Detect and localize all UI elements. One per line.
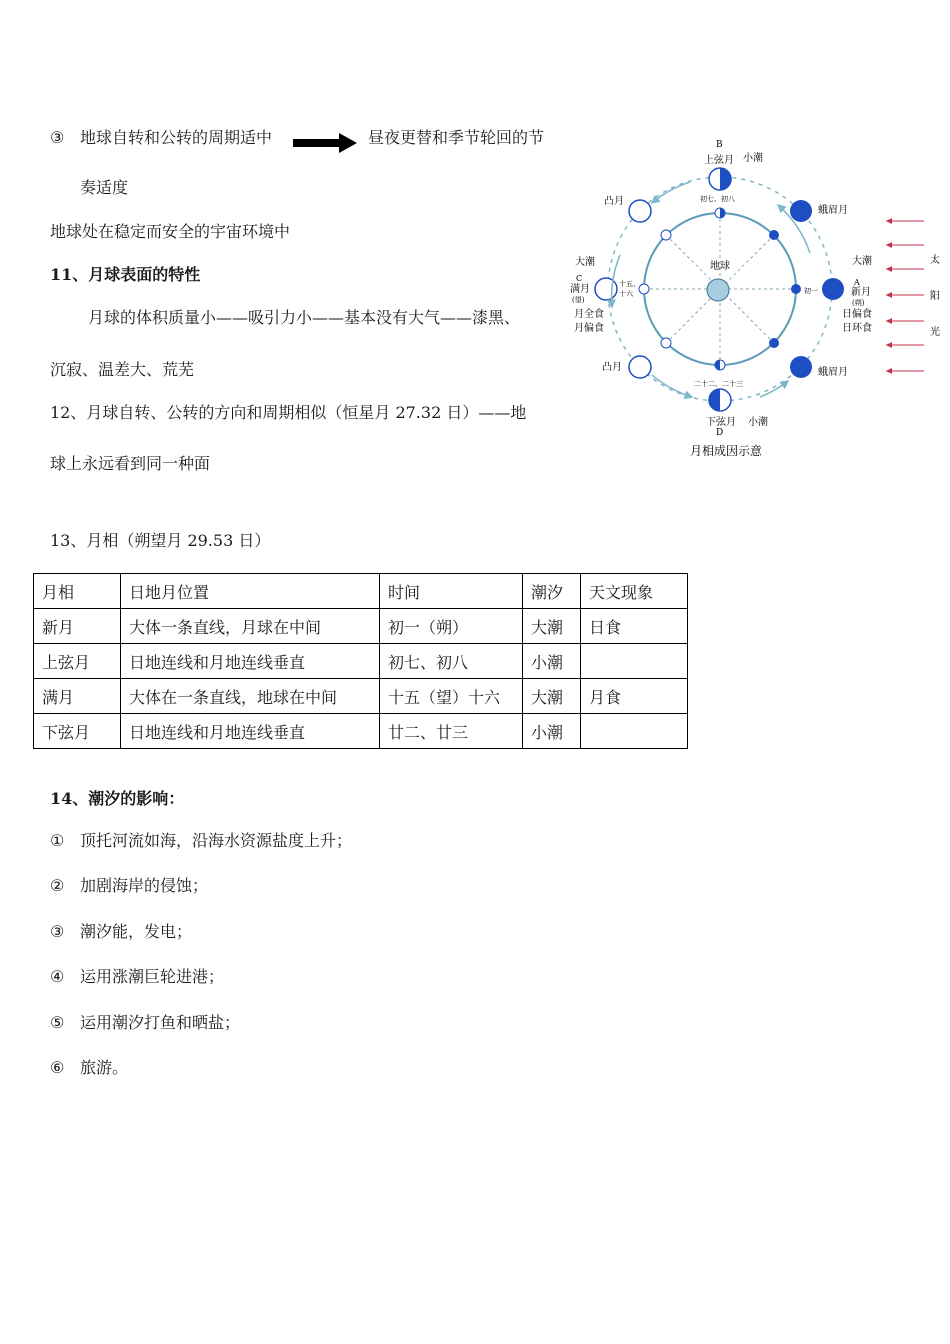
list-item: 运用潮汐打鱼和晒盐； xyxy=(80,1013,241,1032)
table-cell: 小潮 xyxy=(523,644,581,679)
waning-crescent-label: 蛾眉月 xyxy=(818,367,848,378)
solar-eclipse-annular: 日环食 xyxy=(842,323,872,334)
waning-gibbous-moon-icon xyxy=(629,356,651,378)
table-cell: 大体一条直线，月球在中间 xyxy=(121,609,380,644)
table-cell xyxy=(581,644,688,679)
table-cell: 小潮 xyxy=(523,714,581,749)
list-item: 加剧海岸的侵蚀； xyxy=(80,876,209,895)
table-cell: 新月 xyxy=(34,609,121,644)
earth-label: 地球 xyxy=(710,261,730,272)
table-row xyxy=(34,609,688,644)
table-header: 日地月位置 xyxy=(121,574,380,609)
sunlight-label-2: 阳 xyxy=(930,291,940,302)
full-moon-icon xyxy=(595,278,617,300)
first-quarter-tide: 小潮 xyxy=(743,153,763,164)
last-quarter-label: 下弦月 xyxy=(706,417,736,428)
table-cell: 日食 xyxy=(581,609,688,644)
new-moon-icon xyxy=(822,278,844,300)
solar-eclipse-partial: 日偏食 xyxy=(842,309,872,320)
new-moon-day: 初一 xyxy=(804,287,818,295)
waxing-crescent-moon-icon xyxy=(790,200,812,222)
lunar-eclipse-partial: 月偏食 xyxy=(574,323,604,334)
point-c-label: C xyxy=(576,274,583,283)
full-moon-days-1: 十五、 xyxy=(619,280,640,288)
table-cell: 下弦月 xyxy=(34,714,121,749)
earth-icon xyxy=(707,279,729,301)
sec14-title: 14、潮汐的影响： xyxy=(50,789,185,808)
sunlight-label-3: 光 xyxy=(930,327,940,338)
list-marker: ③ xyxy=(50,922,65,941)
moon-phase-diagram xyxy=(560,135,945,465)
table-cell: 满月 xyxy=(34,679,121,714)
table-cell: 十五（望）十六 xyxy=(380,679,523,714)
point-b-label: B xyxy=(716,140,723,150)
table-cell: 月食 xyxy=(581,679,688,714)
item3-continuation: 奏适度 xyxy=(80,178,129,197)
env-line: 地球处在稳定而安全的宇宙环境中 xyxy=(50,222,291,241)
last-quarter-days: 二十二、二十三 xyxy=(694,380,743,388)
first-quarter-label: 上弦月 xyxy=(704,155,734,166)
sec11-line1: 月球的体积质量小——吸引力小——基本没有大气——漆黑、 xyxy=(88,308,521,327)
table-row xyxy=(34,679,688,714)
item3-left-text: 地球自转和公转的周期适中 xyxy=(80,128,273,147)
sec11-line2: 沉寂、温差大、荒芜 xyxy=(50,360,195,379)
list-marker: ② xyxy=(50,876,65,895)
point-d-label: D xyxy=(716,428,724,438)
diagram-caption: 月相成因示意 xyxy=(690,444,763,458)
table-cell xyxy=(581,714,688,749)
moon-phase-table xyxy=(33,573,688,749)
full-moon-label: 满月 xyxy=(570,284,590,295)
sec12-line2: 球上永远看到同一种面 xyxy=(50,454,211,473)
sunlight-arrows xyxy=(886,221,924,371)
waning-crescent-moon-icon xyxy=(790,356,812,378)
table-header: 潮汐 xyxy=(523,574,581,609)
waxing-gibbous-label: 凸月 xyxy=(604,196,624,207)
table-cell: 日地连线和月地连线垂直 xyxy=(121,644,380,679)
list-marker: ⑥ xyxy=(50,1058,65,1077)
list-item: 旅游。 xyxy=(80,1058,129,1077)
table-row xyxy=(34,644,688,679)
table-cell: 日地连线和月地连线垂直 xyxy=(121,714,380,749)
item3-right-text: 昼夜更替和季节轮回的节 xyxy=(368,128,545,147)
list-item: 潮汐能，发电； xyxy=(80,922,193,941)
table-cell: 初一（朔） xyxy=(380,609,523,644)
waxing-gibbous-moon-icon xyxy=(629,200,651,222)
full-moon-sub: (望) xyxy=(572,296,585,304)
table-cell: 大潮 xyxy=(523,609,581,644)
last-quarter-tide: 小潮 xyxy=(748,417,768,428)
waxing-crescent-label: 蛾眉月 xyxy=(818,205,848,216)
list-marker: ④ xyxy=(50,967,65,986)
sunlight-label-1: 太 xyxy=(930,255,940,266)
sec13-title: 13、月相（朔望月 29.53 日） xyxy=(50,531,271,550)
list-marker: ① xyxy=(50,831,65,850)
waning-gibbous-label: 凸月 xyxy=(602,362,622,373)
full-moon-days-2: 十六 xyxy=(619,290,633,298)
sec12-line1: 12、月球自转、公转的方向和周期相似（恒星月 27.32 日）——地 xyxy=(50,403,527,422)
table-header: 月相 xyxy=(34,574,121,609)
new-moon-sub: (朔) xyxy=(852,299,865,307)
list-marker: ⑤ xyxy=(50,1013,65,1032)
table-cell: 初七、初八 xyxy=(380,644,523,679)
sec11-title: 11、月球表面的特性 xyxy=(50,265,201,284)
full-moon-tide: 大潮 xyxy=(575,257,595,268)
table-cell: 大体在一条直线，地球在中间 xyxy=(121,679,380,714)
table-header-row xyxy=(34,574,688,609)
table-header: 天文现象 xyxy=(581,574,688,609)
table-header: 时间 xyxy=(380,574,523,609)
table-cell: 上弦月 xyxy=(34,644,121,679)
item3-marker: ③ xyxy=(50,128,65,147)
new-moon-tide: 大潮 xyxy=(852,256,872,267)
table-cell: 大潮 xyxy=(523,679,581,714)
new-moon-label: 新月 xyxy=(851,287,871,298)
list-item: 运用涨潮巨轮进港； xyxy=(80,967,225,986)
point-a-label: A xyxy=(854,278,860,287)
right-arrow-icon xyxy=(293,133,359,153)
table-row xyxy=(34,714,688,749)
lunar-eclipse-total: 月全食 xyxy=(574,309,604,320)
list-item: 顶托河流如海，沿海水资源盐度上升； xyxy=(80,831,353,850)
first-quarter-days: 初七、初八 xyxy=(700,195,735,203)
table-cell: 廿二、廿三 xyxy=(380,714,523,749)
